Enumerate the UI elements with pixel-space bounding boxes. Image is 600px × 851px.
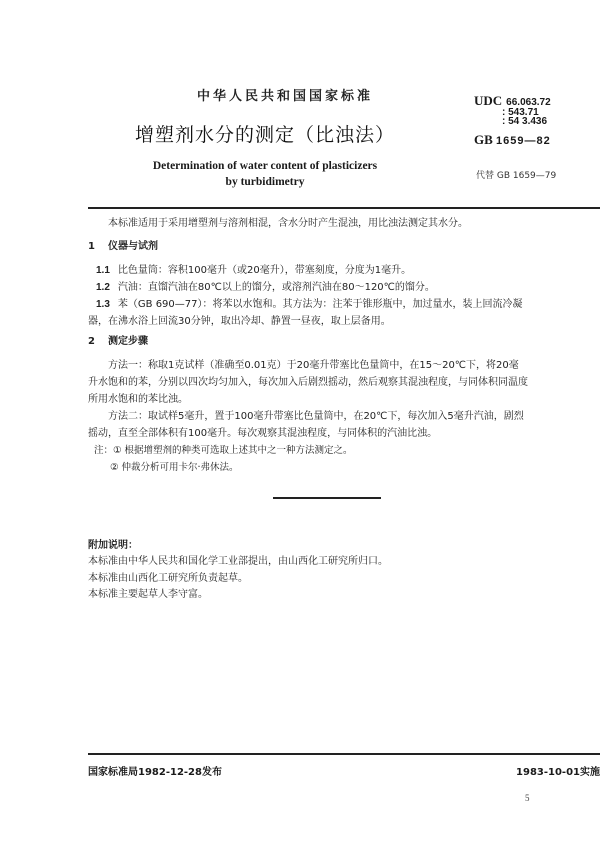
section-1-heading — [88, 238, 528, 255]
section-1-title: 仪器与试剂 — [108, 241, 158, 252]
document-title-chinese: 增塑剂水分的测定（比浊法） — [134, 124, 395, 146]
title-english-line-2: by turbidimetry — [225, 176, 305, 188]
section-2-heading — [88, 333, 528, 350]
section-2-title: 测定步骤 — [108, 336, 148, 347]
bottom-divider — [88, 753, 600, 755]
note-1: 注：① 根据增塑剂的种类可选取上述其中之一种方法测定之。 — [94, 445, 353, 456]
method-2-paragraph: 方法二：取试样5毫升，置于100毫升带塞比色量筒中，在20℃下，每次加入5毫升汽油，剧烈摇动，直至全部体积有100毫升。每次观察其混浊程度，与同体积的汽油比浊。 — [88, 411, 524, 439]
gb-label: GB — [474, 132, 493, 147]
udc-label: UDC — [474, 93, 503, 108]
appendix-line-3: 本标准主要起草人李守富。 — [88, 589, 208, 600]
item-1-1-number: 1.1 — [96, 265, 110, 276]
note-2: ② 仲裁分析可用卡尔·弗休法。 — [110, 462, 239, 473]
gb-number-value: 1659—82 — [496, 135, 551, 147]
page-number: 5 — [525, 793, 530, 803]
appendix-heading: 附加说明： — [88, 540, 138, 551]
item-1-2 — [88, 279, 528, 296]
item-1-1 — [88, 262, 528, 279]
national-standard-label: 中华人民共和国国家标准 — [196, 89, 373, 104]
item-1-3-text: 苯（GB 690—77）：将苯以水饱和。其方法为：注苯于锥形瓶中，加过量水，装上回流冷凝器，在沸水浴上回流30分钟，取出冷却、静置一昼夜，取上层备用。 — [88, 299, 523, 327]
udc-code-2: : 543.71 — [502, 107, 539, 118]
appendix-line-2: 本标准由山西化工研究所负责起草。 — [88, 573, 248, 584]
section-1-number: 1 — [88, 241, 95, 252]
appendix-line-1: 本标准由中华人民共和国化学工业部提出，由山西化工研究所归口。 — [88, 556, 388, 567]
udc-code-3: : 54 3.436 — [502, 116, 548, 127]
issued-date: 国家标准局1982-12-28发布 — [88, 767, 222, 778]
item-1-2-text: 汽油：直馏汽油在80℃以上的馏分，或溶剂汽油在80～120℃的馏分。 — [117, 282, 435, 293]
item-1-3 — [88, 296, 528, 330]
intro-paragraph: 本标准适用于采用增塑剂与溶剂相混，含水分时产生混浊，用比浊法测定其水分。 — [108, 218, 468, 229]
top-divider — [88, 207, 600, 209]
udc-code-1: 66.063.72 — [506, 97, 551, 108]
item-1-2-number: 1.2 — [96, 282, 110, 293]
section-2-number: 2 — [88, 336, 95, 347]
method-1-paragraph: 方法一：称取1克试样（准确至0.01克）于20毫升带塞比色量筒中，在15～20℃下，将20毫升水饱和的苯，分别以四次均匀加入，每次加入后剧烈摇动，然后观察其混浊程度，与同体积同温度所用水饱和的苯比浊。 — [88, 360, 528, 405]
replaces-standard: 代替 GB 1659—79 — [476, 171, 557, 181]
item-1-3-number: 1.3 — [96, 299, 110, 310]
end-divider — [273, 497, 381, 499]
title-english-line-1: Determination of water content of plasticizers — [152, 160, 378, 172]
effective-date: 1983-10-01实施 — [516, 767, 600, 778]
item-1-1-text: 比色量筒：容积100毫升（或20毫升），带塞刻度，分度为1毫升。 — [117, 265, 412, 276]
